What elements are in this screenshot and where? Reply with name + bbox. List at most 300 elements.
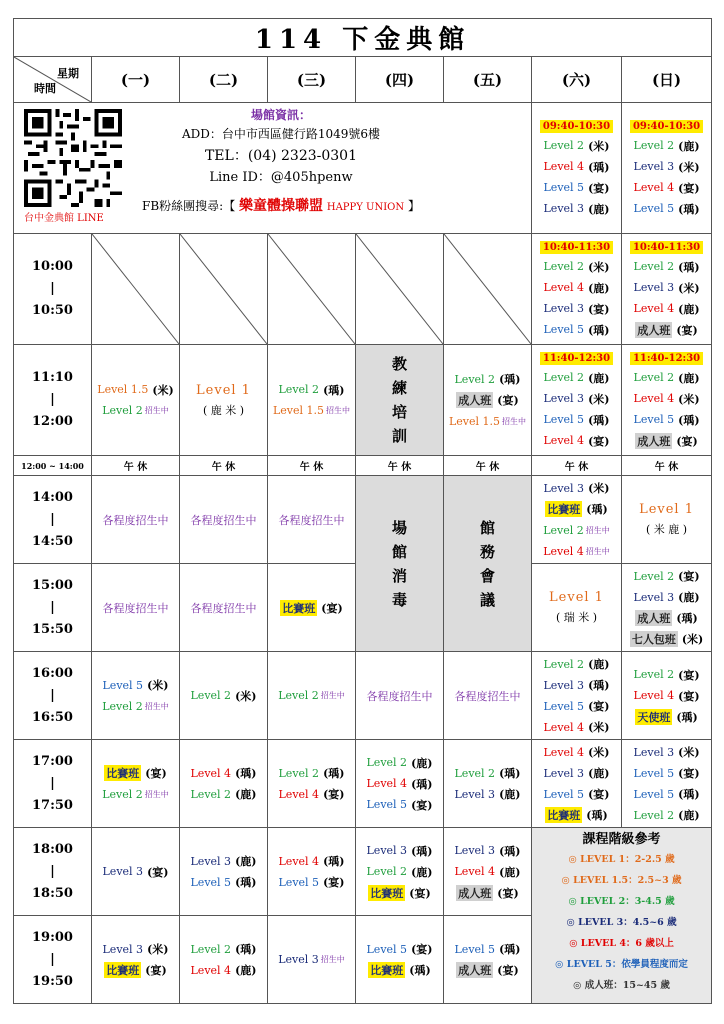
cell-sun-1500	[622, 564, 712, 652]
class-level: Level 3	[633, 281, 675, 294]
class-entry	[622, 367, 711, 388]
coach-tag: (宴)	[588, 434, 610, 448]
coach-tag: (宴)	[145, 767, 167, 780]
coach-tag: (米)	[588, 746, 610, 759]
cell-mon-1110	[92, 345, 180, 456]
recruit-tue-1400: 各程度招生中	[180, 476, 268, 564]
info-address: ADD：台中市西區健行路1049號6樓	[181, 127, 381, 141]
cell-fri-1800	[444, 828, 532, 916]
qr-caption: 台中金典館 LINE	[24, 213, 104, 224]
venue-info-panel	[14, 103, 532, 234]
coach-tag: (瑀)	[588, 323, 610, 337]
class-level: Level 4	[366, 777, 408, 790]
class-entry	[532, 277, 621, 298]
slot-list	[532, 135, 621, 219]
empty-slot-slash	[444, 234, 531, 344]
class-entry	[356, 773, 443, 794]
slot-label-sun-0940: 09:40-10:30	[630, 120, 703, 133]
disinfect-block	[356, 476, 444, 652]
class-entry	[268, 597, 355, 618]
class-level: Level 4	[633, 181, 675, 194]
class-entry	[92, 960, 179, 981]
slot-list	[622, 367, 711, 451]
class-level: Level 3	[543, 202, 585, 215]
info-heading: 場館資訊：	[250, 108, 311, 122]
class-level: Level 4	[190, 766, 232, 780]
class-entry	[622, 256, 711, 277]
class-level: Level 2	[366, 756, 408, 769]
level1-label: Level 1	[549, 590, 604, 605]
class-level: Level 5	[543, 787, 585, 801]
class-entry	[622, 298, 711, 319]
class-list	[532, 478, 621, 562]
class-entry	[532, 717, 621, 738]
class-list	[268, 851, 355, 893]
class-list	[444, 763, 531, 805]
class-entry	[532, 696, 621, 717]
coach-tag: (瑀)	[586, 809, 608, 822]
class-entry	[532, 298, 621, 319]
time-10-00: 10:00 | 10:50	[14, 234, 92, 345]
coach-tag: (宴)	[411, 943, 433, 956]
class-level: Level 2	[190, 787, 232, 801]
recruiting-tag: 招生中	[320, 955, 345, 964]
cell-mon-1600	[92, 652, 180, 740]
slot-label-sat-1140: 11:40-12:30	[540, 352, 613, 365]
lunch-wed: 午 休	[268, 456, 356, 476]
coach-tag: (米)	[588, 482, 610, 495]
coach-tag: (宴)	[497, 964, 519, 977]
class-entry	[268, 685, 355, 706]
coach-tag: (鹿)	[588, 658, 610, 671]
qr-code-icon	[24, 109, 122, 207]
cell-wed-1500	[268, 564, 356, 652]
class-entry	[268, 400, 355, 421]
class-level: Level 2	[543, 371, 585, 384]
class-list	[92, 675, 179, 717]
class-level: Level 3	[543, 392, 585, 405]
class-entry	[268, 784, 355, 805]
class-level: Level 3	[366, 844, 408, 857]
cell-wed-1900	[268, 916, 356, 1004]
class-level: Level 4	[278, 787, 320, 801]
class-entry	[268, 851, 355, 872]
class-entry	[622, 685, 711, 706]
coach-tag: (鹿)	[678, 139, 700, 153]
class-list	[356, 840, 443, 903]
class-level: Level 2	[633, 371, 675, 384]
cell-mon-1900	[92, 916, 180, 1004]
cell-tue-1600	[180, 652, 268, 740]
class-list	[444, 840, 531, 903]
class-entry	[622, 706, 711, 727]
recruiting-tag: 招生中	[144, 406, 169, 415]
class-entry	[532, 319, 621, 340]
header-row	[14, 57, 712, 103]
class-entry	[622, 763, 711, 784]
class-entry	[622, 608, 711, 629]
class-list	[444, 369, 531, 432]
class-entry	[622, 156, 711, 177]
coach-tag: (宴)	[497, 886, 519, 900]
coach-tag: (宴)	[409, 886, 431, 900]
cell-sun-1600	[622, 652, 712, 740]
class-entry	[444, 840, 531, 861]
class-entry	[444, 390, 531, 411]
class-entry	[622, 135, 711, 156]
cell-sat-0940	[532, 103, 622, 234]
class-entry	[622, 784, 711, 805]
coach-tag: (米)	[235, 689, 257, 703]
info-line-id: Line ID：@405hpenw	[209, 170, 353, 185]
legend-item: ◎ LEVEL 4：6 歲以上	[569, 938, 674, 949]
lunch-sat: 午 休	[532, 456, 622, 476]
lunch-tue: 午 休	[180, 456, 268, 476]
class-level: 比賽班	[370, 886, 404, 900]
cell-sun-1700	[622, 740, 712, 828]
coach-tag: (米)	[681, 633, 704, 646]
coach-tag: (瑀)	[411, 844, 433, 858]
time-14-00: 14:00 | 14:50	[14, 476, 92, 564]
class-level: Level 3	[633, 160, 675, 173]
class-entry	[356, 939, 443, 960]
class-entry	[92, 939, 179, 960]
cell-sat-1700	[532, 740, 622, 828]
class-entry	[356, 861, 443, 882]
class-level: Level 3	[102, 942, 144, 956]
class-level: Level 2	[633, 139, 675, 152]
class-entry	[444, 763, 531, 784]
cell-sat-1600	[532, 652, 622, 740]
class-list	[444, 939, 531, 981]
class-entry	[532, 430, 621, 451]
level1-label: Level 1	[196, 382, 251, 398]
class-entry	[622, 566, 711, 587]
cell-sat-1500	[532, 564, 622, 652]
class-level: Level 4	[190, 963, 232, 977]
recruiting-tag: 招生中	[585, 546, 610, 556]
class-level: Level 3	[190, 854, 232, 868]
slot-list	[622, 256, 711, 340]
info-fb-en: HAPPY UNION	[326, 202, 405, 213]
coach-tag: (瑀)	[588, 160, 610, 174]
class-level: Level 2	[102, 699, 143, 713]
coach-tag: (瑀)	[588, 679, 610, 692]
class-entry	[268, 872, 355, 893]
class-level: 比賽班	[282, 601, 316, 615]
slot-label-sun-1140: 11:40-12:30	[630, 352, 703, 365]
cell-sun-1140	[622, 345, 712, 456]
level1-label: Level 1	[639, 502, 694, 517]
class-entry	[622, 409, 711, 430]
time-19-00: 19:00 | 19:50	[14, 916, 92, 1004]
cell-wed-1800	[268, 828, 356, 916]
meeting-block	[444, 476, 532, 652]
class-level: Level 4	[633, 392, 675, 405]
legend-item: ◎ LEVEL 5：依學員程度而定	[555, 959, 688, 970]
empty-slot-slash	[92, 234, 179, 344]
class-entry	[180, 939, 267, 960]
cell-tue-1110	[180, 345, 268, 456]
coach-tag: (宴)	[588, 181, 610, 195]
recruiting-tag: 招生中	[144, 701, 169, 711]
coach-tag: (鹿)	[678, 809, 700, 822]
coach-tag: (宴)	[588, 302, 610, 316]
slot-label-sat-0940: 09:40-10:30	[540, 120, 613, 133]
class-entry	[180, 851, 267, 872]
legend-item: ◎ LEVEL 3：4.5~6 歲	[566, 917, 677, 928]
class-entry	[92, 400, 179, 421]
empty-cell-fri-1000	[444, 234, 532, 345]
coach-tag: (宴)	[678, 181, 700, 195]
class-level: Level 5	[543, 699, 585, 713]
class-level: Level 4	[543, 720, 585, 734]
coach-training-block	[356, 345, 444, 456]
day-header-tue: (二)	[180, 57, 268, 103]
recruiting-tag: 招生中	[144, 789, 169, 799]
class-entry	[622, 805, 711, 826]
class-entry	[532, 135, 621, 156]
class-level: Level 2	[454, 372, 496, 386]
class-level: Level 3	[454, 787, 496, 801]
class-list	[622, 664, 711, 727]
level-legend	[532, 828, 712, 1004]
class-list	[92, 939, 179, 981]
coach-tag: (瑀)	[323, 855, 345, 868]
coach-tag: (瑀)	[678, 202, 700, 216]
class-level: Level 3	[454, 844, 496, 857]
class-level: 成人班	[458, 964, 492, 977]
cell-thu-1900	[356, 916, 444, 1004]
day-header-mon: (一)	[92, 57, 180, 103]
class-level: Level 2	[366, 865, 408, 878]
class-level: Level 1.5	[448, 414, 501, 428]
cell-wed-1700	[268, 740, 356, 828]
empty-cell-mon-1000	[92, 234, 180, 345]
recruit-thu-1600: 各程度招生中	[356, 652, 444, 740]
legend-item: ◎ 成人班：15~45 歲	[573, 980, 670, 991]
coach-tag: (宴)	[497, 394, 519, 407]
legend-title: 課程階級參考	[582, 832, 661, 847]
coach-tag: (瑀)	[409, 964, 431, 977]
coach-tag: (瑀)	[235, 876, 257, 889]
class-level: 比賽班	[370, 964, 404, 977]
class-level: Level 3	[633, 590, 675, 604]
class-entry	[532, 675, 621, 696]
slot-list	[532, 256, 621, 340]
coach-tag: (瑀)	[499, 767, 521, 780]
lunch-thu: 午 休	[356, 456, 444, 476]
class-entry	[356, 882, 443, 903]
coach-tag: (鹿)	[588, 281, 610, 295]
coach-tag: (米)	[678, 160, 700, 174]
class-entry	[622, 742, 711, 763]
class-entry	[532, 520, 621, 541]
class-entry	[622, 587, 711, 608]
time-18-00: 18:00 | 18:50	[14, 828, 92, 916]
coach-tag: (宴)	[678, 668, 700, 682]
info-fb-suffix: 】	[407, 199, 420, 213]
cell-sat-1140	[532, 345, 622, 456]
class-level: Level 5	[633, 787, 675, 801]
class-entry	[444, 411, 531, 432]
coach-tag: (鹿)	[411, 756, 433, 770]
class-entry	[356, 794, 443, 815]
slot-label-sun-1040: 10:40-11:30	[630, 241, 703, 254]
coach-tag: (鹿)	[678, 302, 700, 316]
corner-weekday-label: 星期	[57, 67, 79, 80]
class-list	[268, 949, 355, 970]
class-entry	[622, 388, 711, 409]
venue-info-text	[142, 107, 420, 219]
class-level: Level 5	[102, 678, 144, 692]
coach-tag: (瑀)	[678, 788, 700, 801]
cell-tue-1900	[180, 916, 268, 1004]
recruiting-tag: 招生中	[585, 525, 610, 535]
class-level: Level 2	[278, 766, 320, 780]
class-level: Level 3	[102, 865, 144, 878]
corner-cell	[14, 57, 92, 103]
class-level: Level 5	[543, 181, 585, 194]
coach-tag: (米)	[588, 139, 610, 153]
coach-tag: (宴)	[676, 434, 698, 448]
class-entry	[532, 478, 621, 499]
page-title: 114 下金典館	[14, 19, 712, 57]
class-level: Level 4	[278, 854, 320, 868]
cell-tue-1800	[180, 828, 268, 916]
class-entry	[444, 939, 531, 960]
class-entry	[92, 784, 179, 805]
cell-sun-1400	[622, 476, 712, 564]
cell-sun-0940	[622, 103, 712, 234]
slot-list	[622, 135, 711, 219]
coach-tag: (米)	[147, 679, 169, 692]
class-level: Level 2	[454, 766, 496, 780]
coach-tag: (米)	[588, 721, 610, 734]
class-entry	[444, 784, 531, 805]
class-entry	[92, 379, 179, 400]
coach-tag: (鹿)	[678, 371, 700, 385]
class-entry	[268, 379, 355, 400]
class-entry	[622, 277, 711, 298]
class-entry	[356, 840, 443, 861]
coach-tag: (鹿)	[235, 964, 257, 977]
class-list	[180, 685, 267, 706]
slot-label-sat-1040: 10:40-11:30	[540, 241, 613, 254]
coach-tag: (瑀)	[499, 943, 521, 956]
recruit-mon-1500: 各程度招生中	[92, 564, 180, 652]
coach-tag: (鹿)	[588, 371, 610, 385]
coach-tag: (宴)	[145, 964, 167, 977]
class-entry	[532, 805, 621, 826]
class-level: 比賽班	[106, 767, 140, 780]
info-fb	[142, 195, 420, 219]
class-level: Level 2	[102, 404, 143, 417]
empty-cell-tue-1000	[180, 234, 268, 345]
coach-tag: (宴)	[588, 788, 610, 801]
class-entry	[532, 256, 621, 277]
coach-tag: (瑀)	[235, 943, 257, 956]
coach-tag: (鹿)	[499, 788, 521, 801]
coach-tag: (米)	[678, 392, 700, 406]
coach-tag: (瑀)	[676, 612, 698, 625]
coach-tag: (鹿)	[235, 855, 257, 868]
class-level: Level 4	[543, 434, 585, 447]
class-entry	[532, 156, 621, 177]
legend-item: ◎ LEVEL 1.5：2.5~3 歲	[561, 875, 682, 886]
cell-fri-1700	[444, 740, 532, 828]
recruit-fri-1600: 各程度招生中	[444, 652, 532, 740]
class-level: Level 5	[366, 942, 408, 956]
empty-slot-slash	[356, 234, 443, 344]
coach-tag: (鹿)	[499, 865, 521, 879]
coach-tag: (瑀)	[499, 373, 521, 386]
cell-mon-1700	[92, 740, 180, 828]
legend-item: ◎ LEVEL 2：3-4.5 歲	[568, 896, 675, 907]
day-header-sun: (日)	[622, 57, 712, 103]
coach-tag: (鹿)	[678, 591, 700, 604]
day-header-wed: (三)	[268, 57, 356, 103]
coach-tag: (瑀)	[588, 413, 610, 427]
class-list	[92, 379, 179, 421]
lunch-mon: 午 休	[92, 456, 180, 476]
class-entry	[622, 177, 711, 198]
class-list	[532, 654, 621, 738]
coach-tag: (瑀)	[586, 503, 608, 516]
class-level: Level 5	[543, 413, 585, 426]
coach-tag: (瑀)	[676, 710, 698, 724]
class-level: Level 2	[543, 523, 584, 537]
class-entry	[356, 752, 443, 773]
coach-tag: (米)	[678, 281, 700, 295]
class-list	[92, 763, 179, 805]
class-list	[356, 939, 443, 981]
recruiting-tag: 招生中	[320, 691, 345, 700]
info-fb-prefix: FB粉絲團搜尋:【	[142, 199, 236, 213]
class-level: Level 2	[278, 689, 319, 702]
empty-slot-slash	[180, 234, 267, 344]
class-entry	[444, 861, 531, 882]
class-entry	[622, 629, 711, 650]
class-level: Level 1.5	[272, 404, 325, 417]
coach-tag: (宴)	[147, 865, 169, 879]
class-level: Level 5	[633, 413, 675, 426]
empty-slot-slash	[268, 234, 355, 344]
class-level: Level 3	[543, 481, 585, 495]
class-entry	[92, 763, 179, 784]
coach-tag: (瑀)	[323, 767, 345, 780]
class-level: Level 1.5	[97, 383, 149, 396]
class-level: Level 5	[543, 323, 585, 336]
class-list	[622, 742, 711, 826]
class-entry	[180, 685, 267, 706]
class-level: Level 2	[543, 139, 585, 152]
day-header-thu: (四)	[356, 57, 444, 103]
class-list	[622, 566, 711, 650]
recruit-mon-1400: 各程度招生中	[92, 476, 180, 564]
class-entry	[532, 499, 621, 520]
class-entry	[532, 367, 621, 388]
vertical-label: 館 務 會 議	[479, 518, 495, 609]
level1-coaches: ( 米 鹿 )	[646, 523, 688, 536]
class-level: 成人班	[458, 886, 492, 900]
class-list	[268, 685, 355, 706]
coach-tag: (米)	[588, 260, 610, 274]
class-level: Level 5	[633, 766, 675, 780]
class-level: Level 5	[633, 202, 675, 215]
coach-tag: (米)	[678, 746, 700, 759]
class-level: 七人包班	[631, 633, 676, 646]
